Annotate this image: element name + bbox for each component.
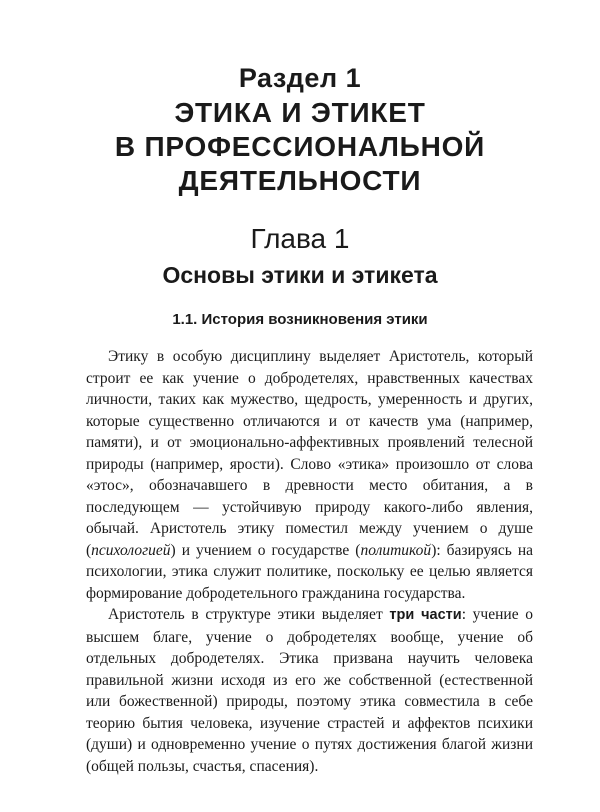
section-title-line: В ПРОФЕССИОНАЛЬНОЙ: [114, 131, 486, 162]
italic-term: политикой: [360, 541, 432, 559]
section-title: [0, 96, 600, 198]
paragraph-text: : учение о высшем благе, учение о добродетелях вообще, учение об отдельных добродетелях. Этика призвана научить человека правильной жизни исходя из его же собственной (естественной или божественной) природы, поэтому этика совместила в себе теорию бытия человека, изучение страстей и аффектов психики (души) и одновременно учение о путях достижения благой жизни (общей пользы, счастья, спасения).: [86, 606, 534, 775]
chapter-title: Основы этики и этикета: [162, 262, 438, 288]
chapter-label: Глава 1: [250, 223, 350, 254]
paragraph-text: ): базируясь на психологии, этика служит политике, поскольку ее целью является формирование добродетельного гражданина государства.: [86, 541, 533, 602]
section-title-line: ДЕЯТЕЛЬНОСТИ: [178, 165, 422, 196]
bold-term: три части: [389, 607, 462, 623]
paragraph-text: Аристотель в структуре этики выделяет: [108, 606, 390, 623]
section-title-line: ЭТИКА И ЭТИКЕТ: [174, 97, 426, 128]
subsection-title: 1.1. История возникновения этики: [172, 311, 428, 328]
body-text: [0, 346, 600, 777]
paragraph: [86, 346, 533, 604]
paragraph-text: Этику в особую дисциплину выделяет Аристотель, который строит ее как учение о добродетелях, нравственных качествах личности, таких как мужество, щедрость, умеренность и других, которые существенно отличаются и от качеств ума (например, памяти), и от эмоционально-аффективных проявлений телесной природы (например, ярости). Слово «этика» произошло от слова «этос», обозначавшего в древности место обитания, а в последующем — устойчивую природу какого-либо явления, обычай. Аристотель этику поместил между учением о душе (: [86, 348, 533, 559]
paragraph: [86, 604, 533, 777]
paragraph-text: ) и учением о государстве (: [170, 541, 361, 559]
italic-term: психологией: [91, 541, 171, 559]
book-page: [0, 62, 600, 812]
section-label: Раздел 1: [238, 63, 362, 93]
heading-block: [0, 62, 600, 330]
